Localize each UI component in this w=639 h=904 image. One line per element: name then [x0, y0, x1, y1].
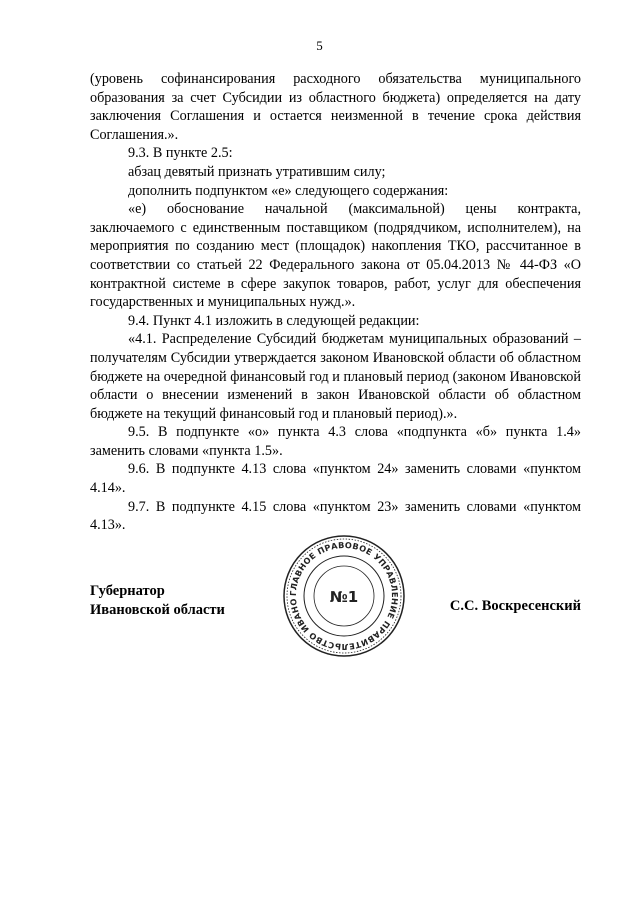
paragraph-abzac-9: абзац девятый признать утратившим силу; [128, 163, 386, 180]
position-line-2: Ивановской области [90, 601, 225, 618]
paragraph-9-3: 9.3. В пункте 2.5: [128, 145, 233, 162]
page-number: 5 [316, 38, 323, 53]
paragraph-dopolnit: дополнить подпунктом «е» следующего содержания: [128, 182, 449, 199]
paragraph-9-7: 9.7. В подпункте 4.15 слова «пунктом 23» заменить словами «пунктом 4.13». [90, 498, 581, 534]
seal-outer-text: ГЛАВНОЕ ПРАВОВОЕ УПРАВЛЕНИЕ ПРАВИТЕЛЬСТВО ИВАНО [287, 539, 401, 653]
paragraph-9-4: 9.4. Пункт 4.1 изложить в следующей редакции: [128, 312, 420, 329]
seal-number: №1 [329, 588, 359, 606]
official-seal [280, 532, 408, 660]
signatory-name: С.С. Воскресенский [449, 598, 581, 614]
paragraph-subpoint-e: «е) обоснование начальной (максимальной) цены контракта, заключаемого с единственным поставщиком (подрядчиком, исполнителем), на мероприятия по созданию мест (площадок) накопления ТКО, рассчитанное в соответствии со статьей 22 Федерального закона от 05.04.2013 № 44-ФЗ «О контрактной системе в сфере закупок товаров, работ, услуг для обеспечения государственных и муниципальных нужд.». [90, 201, 581, 311]
paragraph-continuation: (уровень софинансирования расходного обязательства муниципального образования за счет Субсидии из областного бюджета) определяется на дату заключения Соглашения и остается неизменной в течение срока действия Соглашения.». [90, 71, 581, 143]
seal-icon [280, 532, 408, 660]
paragraph-4-1: «4.1. Распределение Субсидий бюджетам муниципальных образований – получателям Субсидии утверждается законом Ивановской области об областном бюджете на очередной финансовый год и плановый период (законом Ивановской области о внесении изменений в закон Ивановской области об областном бюджете на текущий финансовый год и плановый период).». [90, 331, 581, 422]
signatory-position [90, 582, 225, 619]
position-line-1: Губернатор [90, 583, 165, 599]
paragraph-9-5: 9.5. В подпункте «о» пункта 4.3 слова «подпункта «б» пункта 1.4» заменить словами «пункта 1.5». [90, 424, 581, 459]
paragraph-9-6: 9.6. В подпункте 4.13 слова «пунктом 24» заменить словами «пунктом 4.14». [90, 461, 581, 497]
document-body [90, 70, 581, 535]
